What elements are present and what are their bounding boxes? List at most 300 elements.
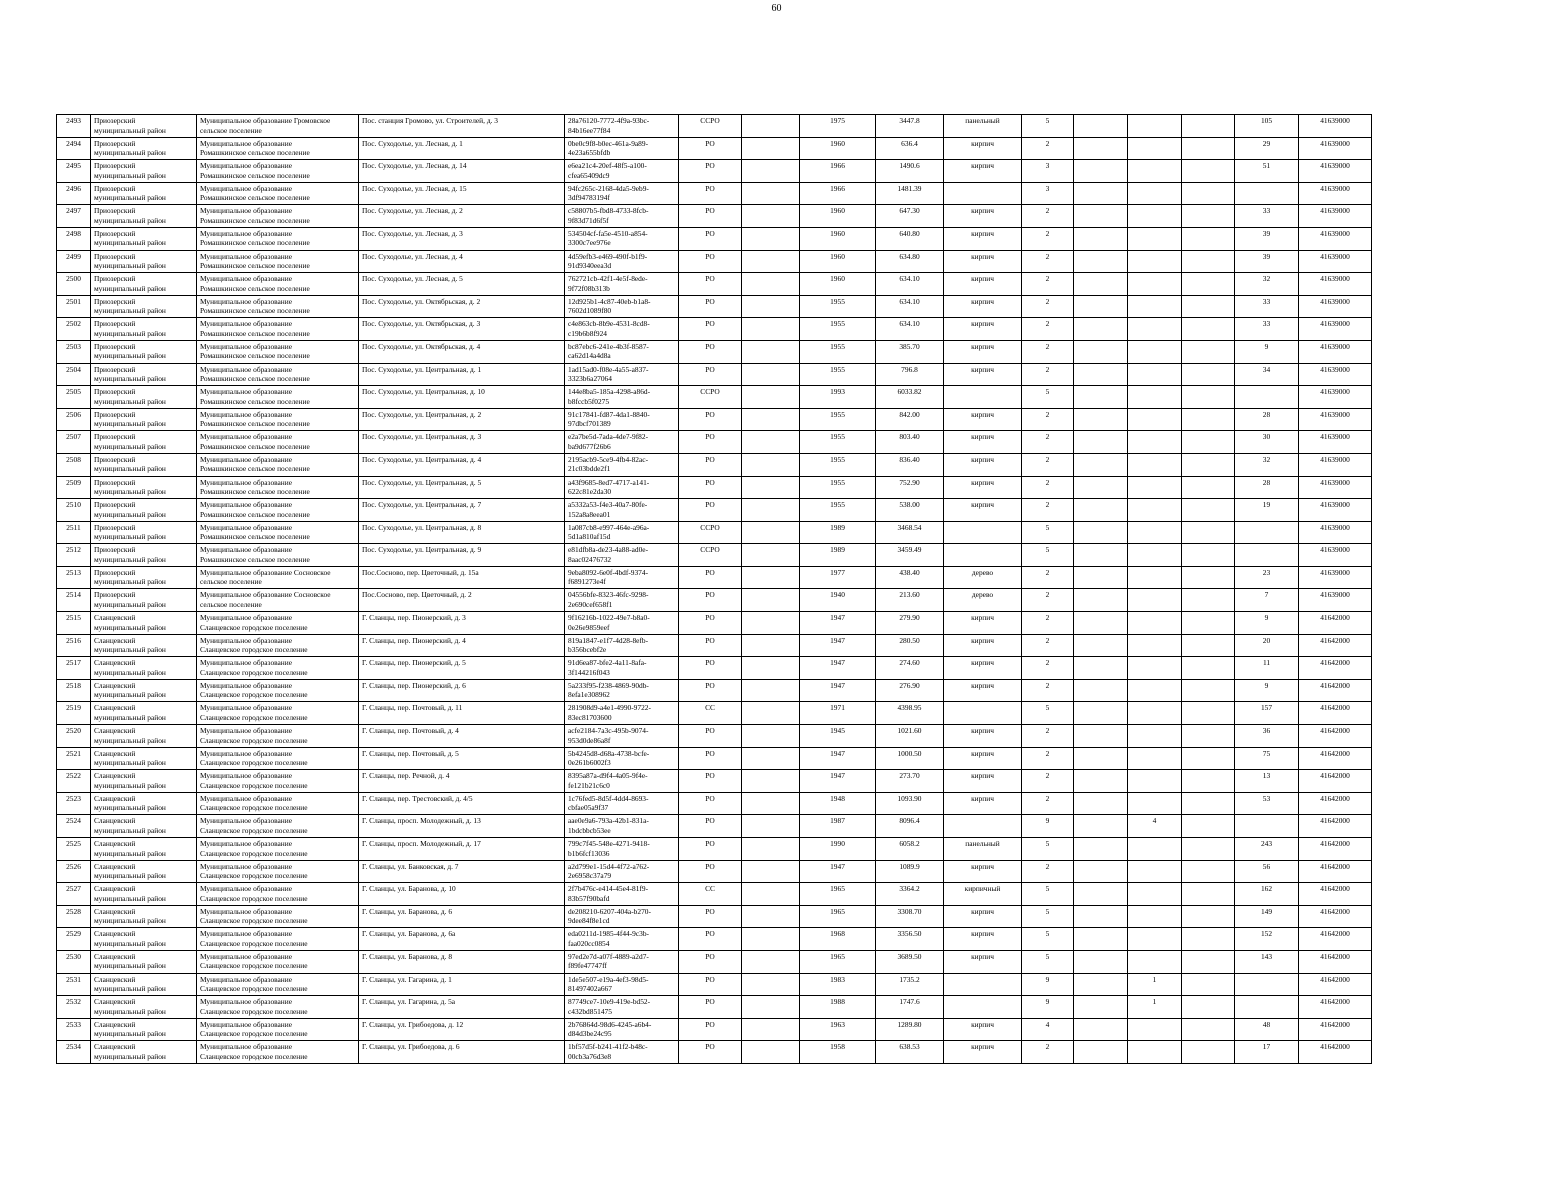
municipality-cell <box>197 182 359 205</box>
municipal-district-line2: муниципальный район <box>94 1051 166 1061</box>
empty-cell <box>742 499 800 522</box>
fias-guid-line1: e6ea21c4-20ef-48f5-a100- <box>568 161 647 171</box>
year-built-cell: 1987 <box>800 815 876 838</box>
empty-cell <box>1074 928 1128 951</box>
municipal-district-cell <box>91 182 197 205</box>
empty-cell <box>742 115 800 138</box>
wall-material-cell <box>944 182 1022 205</box>
apartments-cell: 56 <box>1235 860 1299 883</box>
municipality-cell <box>197 544 359 567</box>
management-type-cell: РО <box>679 905 742 928</box>
management-type-cell: РО <box>679 589 742 612</box>
municipal-district-line2: муниципальный район <box>94 283 166 293</box>
municipal-district-line1: Приозерский <box>94 364 136 374</box>
oktmo-cell: 41639000 <box>1299 499 1372 522</box>
year-built-cell: 1955 <box>800 318 876 341</box>
fias-guid-line1: 5b4245d8-d68a-4738-bcfe- <box>568 748 650 758</box>
apartments-cell: 33 <box>1235 295 1299 318</box>
apartments-cell: 7 <box>1235 589 1299 612</box>
address-cell: Г. Сланцы, ул. Баранова, д. 10 <box>359 883 565 906</box>
oktmo-cell: 41642000 <box>1299 612 1372 635</box>
municipality-cell <box>197 702 359 725</box>
empty-cell <box>1074 521 1128 544</box>
oktmo-cell: 41642000 <box>1299 996 1372 1019</box>
municipality-line1: Муниципальное образование <box>200 183 292 193</box>
row-number-cell: 2531 <box>57 973 91 996</box>
empty-cell <box>1074 566 1128 589</box>
apartments-cell: 17 <box>1235 1041 1299 1064</box>
area-cell: 634.10 <box>876 295 944 318</box>
municipal-district-line2: муниципальный район <box>94 712 166 722</box>
fias-guid-cell <box>565 589 679 612</box>
municipality-line2: Ромашкинское сельское поселение <box>200 509 310 519</box>
row-number-cell: 2518 <box>57 679 91 702</box>
wall-material-cell: кирпич <box>944 770 1022 793</box>
apartments-cell: 13 <box>1235 770 1299 793</box>
apartments-cell: 30 <box>1235 431 1299 454</box>
address-cell: Г. Сланцы, ул. Баранова, д. 6а <box>359 928 565 951</box>
empty-cell <box>742 521 800 544</box>
table-row <box>57 860 1372 883</box>
empty-cell <box>742 792 800 815</box>
management-type-cell: РО <box>679 1018 742 1041</box>
management-type-cell: РО <box>679 928 742 951</box>
empty-cell <box>1182 340 1235 363</box>
empty-cell <box>1182 295 1235 318</box>
apartments-cell: 34 <box>1235 363 1299 386</box>
municipal-district-cell <box>91 973 197 996</box>
table-row <box>57 1041 1372 1064</box>
elevators-cell <box>1128 295 1182 318</box>
municipal-district-cell <box>91 476 197 499</box>
row-number-cell: 2523 <box>57 792 91 815</box>
municipal-district-cell <box>91 996 197 1019</box>
year-built-cell: 1955 <box>800 363 876 386</box>
year-built-cell: 1989 <box>800 544 876 567</box>
fias-guid-line1: 144e8ba5-185a-4298-a86d- <box>568 387 651 397</box>
municipal-district-line2: муниципальный район <box>94 622 166 632</box>
empty-cell <box>742 815 800 838</box>
elevators-cell <box>1128 860 1182 883</box>
floors-cell: 5 <box>1022 905 1074 928</box>
oktmo-cell: 41639000 <box>1299 295 1372 318</box>
municipality-line2: Ромашкинское сельское поселение <box>200 328 310 338</box>
municipal-district-line1: Сланцевский <box>94 997 136 1007</box>
empty-cell <box>1074 544 1128 567</box>
year-built-cell: 1966 <box>800 160 876 183</box>
address-cell: Пос. Суходолье, ул. Лесная, д. 2 <box>359 205 565 228</box>
address-cell: Пос.Сосново, пер. Цветочный, д. 2 <box>359 589 565 612</box>
municipal-district-line1: Приозерский <box>94 183 136 193</box>
municipality-line2: Сланцевское городское поселение <box>200 893 308 903</box>
wall-material-cell: кирпич <box>944 747 1022 770</box>
area-cell: 279.90 <box>876 612 944 635</box>
municipal-district-cell <box>91 137 197 160</box>
apartments-cell: 48 <box>1235 1018 1299 1041</box>
management-type-cell: РО <box>679 273 742 296</box>
municipal-district-cell <box>91 453 197 476</box>
empty-cell <box>742 747 800 770</box>
empty-cell <box>1074 205 1128 228</box>
empty-cell <box>1074 115 1128 138</box>
wall-material-cell <box>944 996 1022 1019</box>
empty-cell <box>742 996 800 1019</box>
municipality-line1: Муниципальное образование <box>200 319 292 329</box>
apartments-cell: 11 <box>1235 657 1299 680</box>
municipal-district-line1: Сланцевский <box>94 816 136 826</box>
municipality-cell <box>197 227 359 250</box>
fias-guid-cell <box>565 1018 679 1041</box>
municipal-district-cell <box>91 725 197 748</box>
floors-cell: 2 <box>1022 634 1074 657</box>
oktmo-cell: 41639000 <box>1299 589 1372 612</box>
municipality-cell <box>197 905 359 928</box>
fias-guid-line2: f6891273e4f <box>568 577 606 587</box>
municipal-district-line1: Приозерский <box>94 296 136 306</box>
oktmo-cell: 41639000 <box>1299 340 1372 363</box>
floors-cell: 5 <box>1022 115 1074 138</box>
wall-material-cell: кирпич <box>944 860 1022 883</box>
empty-cell <box>1074 634 1128 657</box>
row-number-cell: 2512 <box>57 544 91 567</box>
municipal-district-cell <box>91 702 197 725</box>
table-row <box>57 340 1372 363</box>
address-cell: Пос. Суходолье, ул. Лесная, д. 14 <box>359 160 565 183</box>
address-cell: Пос. Суходолье, ул. Октябрьская, д. 4 <box>359 340 565 363</box>
wall-material-cell: кирпич <box>944 205 1022 228</box>
empty-cell <box>1074 250 1128 273</box>
row-number-cell: 2508 <box>57 453 91 476</box>
municipality-cell <box>197 408 359 431</box>
empty-cell <box>1182 476 1235 499</box>
municipal-district-line2: муниципальный район <box>94 170 166 180</box>
municipality-line1: Муниципальное образование <box>200 771 292 781</box>
municipality-line2: Сланцевское городское поселение <box>200 916 308 926</box>
apartments-cell: 157 <box>1235 702 1299 725</box>
wall-material-cell: кирпич <box>944 1041 1022 1064</box>
table-row <box>57 657 1372 680</box>
municipality-cell <box>197 476 359 499</box>
fias-guid-line1: 97ed2e7d-a07f-4889-a2d7- <box>568 951 649 961</box>
municipality-cell <box>197 521 359 544</box>
municipal-district-line2: муниципальный район <box>94 374 166 384</box>
municipal-district-line1: Сланцевский <box>94 703 136 713</box>
oktmo-cell: 41639000 <box>1299 227 1372 250</box>
row-number-cell: 2511 <box>57 521 91 544</box>
empty-cell <box>742 273 800 296</box>
year-built-cell: 1955 <box>800 340 876 363</box>
municipal-district-line1: Приозерский <box>94 432 136 442</box>
municipal-district-cell <box>91 408 197 431</box>
address-cell: Пос. Суходолье, ул. Центральная, д. 2 <box>359 408 565 431</box>
address-cell: Пос. Суходолье, ул. Центральная, д. 5 <box>359 476 565 499</box>
page-number: 60 <box>771 3 782 14</box>
apartments-cell: 243 <box>1235 838 1299 861</box>
municipal-district-line1: Приозерский <box>94 500 136 510</box>
elevators-cell <box>1128 160 1182 183</box>
municipal-district-cell <box>91 860 197 883</box>
elevators-cell <box>1128 408 1182 431</box>
municipality-cell <box>197 340 359 363</box>
municipality-cell <box>197 883 359 906</box>
fias-guid-line1: 87749ce7-10e9-419e-bd52- <box>568 997 651 1007</box>
fias-guid-cell <box>565 160 679 183</box>
apartments-cell <box>1235 973 1299 996</box>
municipality-cell <box>197 295 359 318</box>
municipal-district-line1: Приозерский <box>94 387 136 397</box>
oktmo-cell: 41639000 <box>1299 431 1372 454</box>
municipal-district-line1: Сланцевский <box>94 1019 136 1029</box>
management-type-cell: РО <box>679 205 742 228</box>
floors-cell: 2 <box>1022 363 1074 386</box>
fias-guid-cell <box>565 747 679 770</box>
elevators-cell <box>1128 928 1182 951</box>
fias-guid-cell <box>565 928 679 951</box>
floors-cell: 2 <box>1022 747 1074 770</box>
municipality-line2: Ромашкинское сельское поселение <box>200 374 310 384</box>
floors-cell: 2 <box>1022 657 1074 680</box>
municipality-cell <box>197 453 359 476</box>
fias-guid-line1: 91d6ea87-bfe2-4a11-8afa- <box>568 658 647 668</box>
fias-guid-cell <box>565 318 679 341</box>
municipal-district-line1: Приозерский <box>94 454 136 464</box>
fias-guid-line2: 3323b6a27064 <box>568 374 612 384</box>
fias-guid-line1: 94fc265c-2168-4da5-9eb9- <box>568 183 649 193</box>
empty-cell <box>742 973 800 996</box>
municipality-line1: Муниципальное образование <box>200 839 292 848</box>
municipal-district-line2: муниципальный район <box>94 238 166 248</box>
empty-cell <box>1074 295 1128 318</box>
wall-material-cell: кирпич <box>944 137 1022 160</box>
municipal-district-cell <box>91 499 197 522</box>
year-built-cell: 1990 <box>800 838 876 861</box>
year-built-cell: 1975 <box>800 115 876 138</box>
table-row <box>57 205 1372 228</box>
row-number-cell: 2513 <box>57 566 91 589</box>
municipal-district-line2: муниципальный район <box>94 487 166 496</box>
elevators-cell <box>1128 431 1182 454</box>
table-row <box>57 476 1372 499</box>
empty-cell <box>742 431 800 454</box>
area-cell: 213.60 <box>876 589 944 612</box>
elevators-cell <box>1128 476 1182 499</box>
fias-guid-cell <box>565 815 679 838</box>
year-built-cell: 1960 <box>800 137 876 160</box>
apartments-cell: 143 <box>1235 950 1299 973</box>
municipal-district-line1: Приозерский <box>94 522 136 532</box>
empty-cell <box>742 205 800 228</box>
elevators-cell <box>1128 499 1182 522</box>
management-type-cell: РО <box>679 499 742 522</box>
municipality-line2: Ромашкинское сельское поселение <box>200 464 310 474</box>
municipality-line1: Муниципальное образование <box>200 703 292 713</box>
year-built-cell: 1977 <box>800 566 876 589</box>
municipal-district-line2: муниципальный район <box>94 509 166 519</box>
address-cell: Пос. Суходолье, ул. Центральная, д. 7 <box>359 499 565 522</box>
fias-guid-cell <box>565 883 679 906</box>
empty-cell <box>1074 386 1128 409</box>
fias-guid-cell <box>565 792 679 815</box>
municipal-district-cell <box>91 1041 197 1064</box>
municipal-district-line2: муниципальный район <box>94 441 166 451</box>
floors-cell: 2 <box>1022 792 1074 815</box>
municipality-line1: Муниципальное образование <box>200 274 292 284</box>
municipality-line2: Ромашкинское сельское поселение <box>200 261 310 271</box>
management-type-cell: РО <box>679 747 742 770</box>
table-row <box>57 950 1372 973</box>
apartments-cell: 162 <box>1235 883 1299 906</box>
fias-guid-line2: d84d3be24c95 <box>568 1029 612 1039</box>
empty-cell <box>1182 521 1235 544</box>
empty-cell <box>742 950 800 973</box>
table-row <box>57 679 1372 702</box>
municipal-district-cell <box>91 431 197 454</box>
management-type-cell: РО <box>679 634 742 657</box>
municipal-district-line1: Сланцевский <box>94 951 136 961</box>
fias-guid-cell <box>565 340 679 363</box>
wall-material-cell: дерево <box>944 589 1022 612</box>
fias-guid-line2: 3300c7ee976e <box>568 238 611 248</box>
fias-guid-line2: 9dee84f8e1cd <box>568 916 610 926</box>
municipality-line2: Сланцевское городское поселение <box>200 758 308 768</box>
wall-material-cell: кирпич <box>944 453 1022 476</box>
municipal-district-cell <box>91 928 197 951</box>
area-cell: 1747.6 <box>876 996 944 1019</box>
year-built-cell: 1947 <box>800 747 876 770</box>
table-row <box>57 792 1372 815</box>
fias-guid-line1: 1ad15ad0-f08e-4a55-a837- <box>568 364 649 374</box>
municipality-cell <box>197 137 359 160</box>
table-row <box>57 273 1372 296</box>
row-number-cell: 2504 <box>57 363 91 386</box>
area-cell: 638.53 <box>876 1041 944 1064</box>
municipal-district-line2: муниципальный район <box>94 871 166 881</box>
floors-cell: 2 <box>1022 860 1074 883</box>
fias-guid-line1: 1de5e507-e19a-4ef3-98d5- <box>568 974 649 984</box>
empty-cell <box>1182 227 1235 250</box>
empty-cell <box>1074 340 1128 363</box>
municipality-cell <box>197 318 359 341</box>
elevators-cell <box>1128 205 1182 228</box>
elevators-cell <box>1128 1041 1182 1064</box>
table-row <box>57 815 1372 838</box>
fias-guid-cell <box>565 544 679 567</box>
municipality-line1: Муниципальное образование <box>200 500 292 510</box>
address-cell: Г. Сланцы, ул. Грибоедова, д. 6 <box>359 1041 565 1064</box>
fias-guid-line2: b8fccb5f0275 <box>568 396 610 406</box>
floors-cell: 4 <box>1022 1018 1074 1041</box>
area-cell: 636.4 <box>876 137 944 160</box>
row-number-cell: 2500 <box>57 273 91 296</box>
table-row <box>57 318 1372 341</box>
table-row <box>57 227 1372 250</box>
apartments-cell: 19 <box>1235 499 1299 522</box>
floors-cell: 2 <box>1022 679 1074 702</box>
row-number-cell: 2525 <box>57 838 91 861</box>
area-cell: 3689.50 <box>876 950 944 973</box>
fias-guid-cell <box>565 634 679 657</box>
table-row <box>57 453 1372 476</box>
year-built-cell: 1988 <box>800 996 876 1019</box>
fias-guid-cell <box>565 227 679 250</box>
apartments-cell <box>1235 386 1299 409</box>
address-cell: Г. Сланцы, просп. Молодежный, д. 13 <box>359 815 565 838</box>
municipality-line2: Сланцевское городское поселение <box>200 622 308 632</box>
municipal-district-line2: муниципальный район <box>94 690 166 700</box>
elevators-cell <box>1128 363 1182 386</box>
oktmo-cell: 41639000 <box>1299 386 1372 409</box>
municipality-line1: Муниципальное образование <box>200 206 292 216</box>
municipal-district-cell <box>91 544 197 567</box>
municipal-district-line2: муниципальный район <box>94 1006 166 1016</box>
municipal-district-line1: Сланцевский <box>94 613 136 623</box>
municipality-line2: Ромашкинское сельское поселение <box>200 148 310 158</box>
fias-guid-line1: 819a1847-e1f7-4d28-8efb- <box>568 635 649 645</box>
row-number-cell: 2493 <box>57 115 91 138</box>
empty-cell <box>742 702 800 725</box>
row-number-cell: 2522 <box>57 770 91 793</box>
address-cell: Пос. Суходолье, ул. Лесная, д. 15 <box>359 182 565 205</box>
address-cell: Г. Сланцы, пер. Почтовый, д. 5 <box>359 747 565 770</box>
management-type-cell: РО <box>679 1041 742 1064</box>
municipality-cell <box>197 634 359 657</box>
area-cell: 274.60 <box>876 657 944 680</box>
fias-guid-cell <box>565 566 679 589</box>
fias-guid-cell <box>565 770 679 793</box>
fias-guid-cell <box>565 1041 679 1064</box>
table-row <box>57 386 1372 409</box>
empty-cell <box>1074 996 1128 1019</box>
table-row <box>57 499 1372 522</box>
management-type-cell: РО <box>679 476 742 499</box>
wall-material-cell: кирпич <box>944 792 1022 815</box>
oktmo-cell: 41639000 <box>1299 205 1372 228</box>
table-row <box>57 747 1372 770</box>
fias-guid-line1: de208210-6207-404a-b270- <box>568 906 651 916</box>
elevators-cell <box>1128 792 1182 815</box>
management-type-cell: ССРО <box>679 544 742 567</box>
fias-guid-cell <box>565 408 679 431</box>
empty-cell <box>1182 1018 1235 1041</box>
floors-cell: 9 <box>1022 996 1074 1019</box>
floors-cell: 2 <box>1022 340 1074 363</box>
floors-cell: 2 <box>1022 1041 1074 1064</box>
row-number-cell: 2526 <box>57 860 91 883</box>
empty-cell <box>1182 273 1235 296</box>
oktmo-cell: 41639000 <box>1299 318 1372 341</box>
address-cell: Г. Сланцы, пер. Почтовый, д. 4 <box>359 725 565 748</box>
fias-guid-line2: 91d9340eea3d <box>568 261 612 271</box>
municipal-district-cell <box>91 115 197 138</box>
oktmo-cell: 41642000 <box>1299 973 1372 996</box>
municipality-line1: Муниципальное образование <box>200 138 292 148</box>
floors-cell: 9 <box>1022 973 1074 996</box>
municipality-line1: Муниципальное образование Сосновское <box>200 567 331 577</box>
empty-cell <box>1074 950 1128 973</box>
wall-material-cell: кирпич <box>944 928 1022 951</box>
municipal-district-line1: Приозерский <box>94 274 136 284</box>
year-built-cell: 1983 <box>800 973 876 996</box>
area-cell: 273.70 <box>876 770 944 793</box>
year-built-cell: 1947 <box>800 657 876 680</box>
wall-material-cell <box>944 521 1022 544</box>
year-built-cell: 1948 <box>800 792 876 815</box>
municipal-district-line1: Приозерский <box>94 567 136 577</box>
municipal-district-line2: муниципальный район <box>94 667 166 677</box>
municipality-cell <box>197 747 359 770</box>
area-cell: 8096.4 <box>876 815 944 838</box>
area-cell: 276.90 <box>876 679 944 702</box>
